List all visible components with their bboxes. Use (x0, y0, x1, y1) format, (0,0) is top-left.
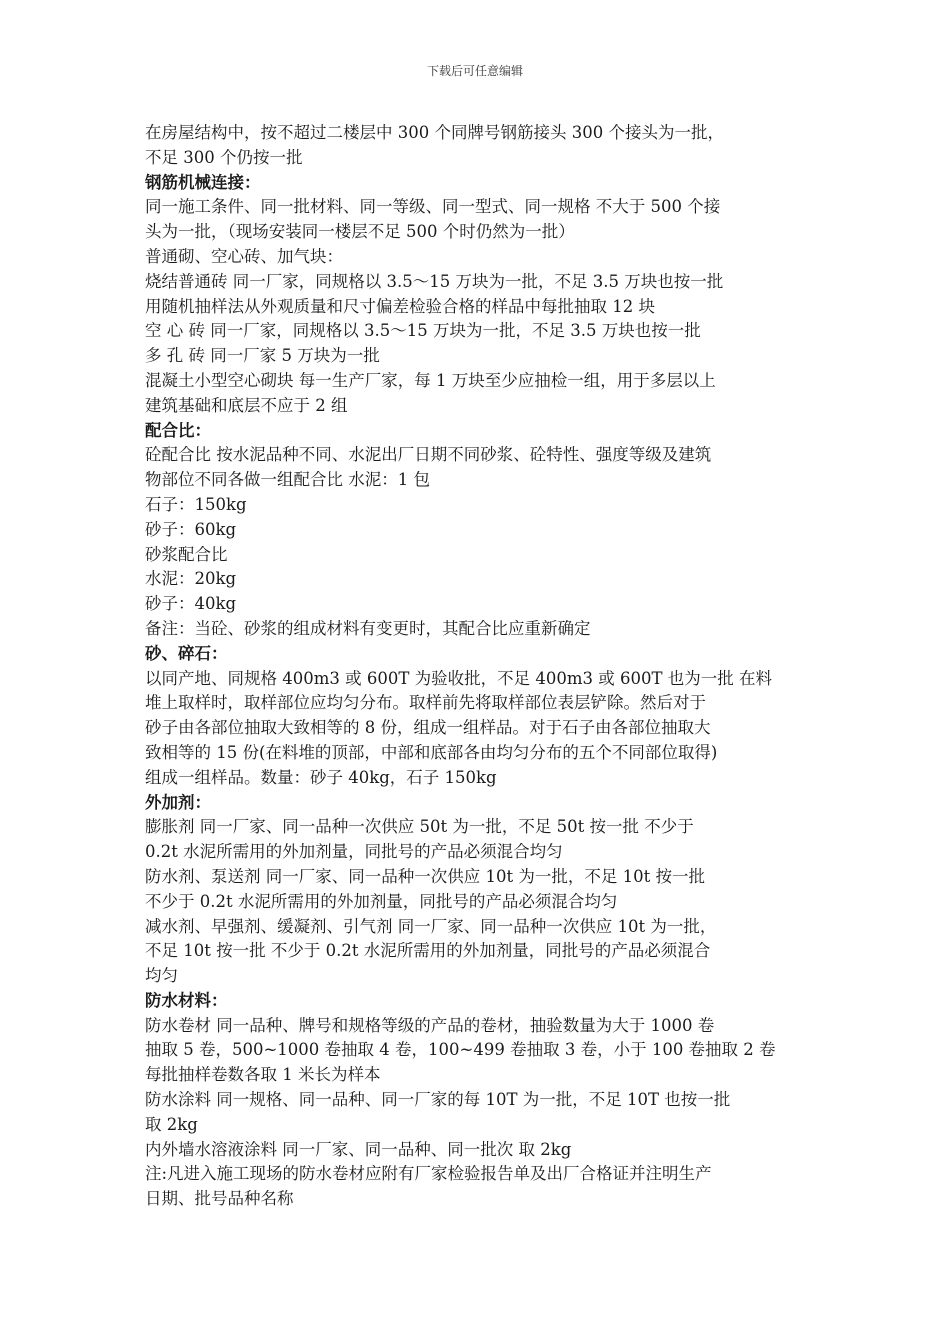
text-line: 防水剂、泵送剂 同一厂家、同一品种一次供应 10t 为一批，不足 10t 按一批 (145, 866, 705, 886)
text-line: 砂浆配合比 (145, 544, 228, 564)
text-line: 水泥：20kg (145, 569, 237, 589)
text-line: 组成一组样品。数量：砂子 40kg，石子 150kg (145, 767, 497, 787)
text-line: 不足 10t 按一批 不少于 0.2t 水泥所需用的外加剂量，同批号的产品必须混合 (145, 941, 711, 961)
text-line: 以同产地、同规格 400m3 或 600T 为验收批，不足 400m3 或 600T 也为一批 在料 (145, 668, 772, 688)
text-line: 不少于 0.2t 水泥所需用的外加剂量，同批号的产品必须混合均匀 (145, 891, 618, 911)
text-line: 取 2kg (145, 1114, 198, 1134)
text-line: 在房屋结构中，按不超过二楼层中 300 个同牌号钢筋接头 300 个接头为一批， (145, 123, 724, 142)
text-line: 同一施工条件、同一批材料、同一等级、同一型式、同一规格 不大于 500 个接 (145, 197, 721, 217)
text-line: 空 心 砖 同一厂家，同规格以 3.5～15 万块为一批，不足 3.5 万块也按一批 (145, 321, 701, 341)
text-line: 烧结普通砖 同一厂家，同规格以 3.5～15 万块为一批，不足 3.5 万块也按一批 (145, 271, 724, 291)
text-line: 用随机抽样法从外观质量和尺寸偏差检验合格的样品中每批抽取 12 块 (145, 296, 655, 316)
text-line: 防水涂料 同一规格、同一品种、同一厂家的每 10T 为一批，不足 10T 也按一批 (145, 1090, 731, 1110)
text-line: 不足 300 个仍按一批 (145, 147, 303, 167)
text-line: 日期、批号品种名称 (145, 1189, 294, 1209)
text-line: 砂子由各部位抽取大致相等的 8 份，组成一组样品。对于石子由各部位抽取大 (145, 718, 711, 738)
page-header: 下载后可任意编辑 (426, 64, 523, 78)
text-line: 石子：150kg (145, 494, 247, 514)
section-heading: 钢筋机械连接： (145, 172, 261, 192)
text-line: 堆上取样时，取样部位应均匀分布。取样前先将取样部位表层铲除。然后对于 (145, 693, 706, 713)
text-line: 均匀 (145, 966, 178, 986)
document-body (145, 121, 810, 1212)
section-heading: 配合比： (145, 420, 211, 440)
text-line: 多 孔 砖 同一厂家 5 万块为一批 (145, 346, 380, 366)
text-line: 内外墙水溶液涂料 同一厂家、同一品种、同一批次 取 2kg (145, 1139, 572, 1159)
text-line: 0.2t 水泥所需用的外加剂量，同批号的产品必须混合均匀 (145, 842, 563, 862)
text-line: 每批抽样卷数各取 1 米长为样本 (145, 1065, 381, 1085)
text-line: 抽取 5 卷，500~1000 卷抽取 4 卷，100~499 卷抽取 3 卷，小于 100 卷抽取 2 卷 (145, 1040, 776, 1060)
text-line: 减水剂、早强剂、缓凝剂、引气剂 同一厂家、同一品种一次供应 10t 为一批， (145, 916, 717, 936)
text-line: 普通砌、空心砖、加气块： (145, 246, 343, 266)
text-line: 膨胀剂 同一厂家、同一品种一次供应 50t 为一批，不足 50t 按一批 不少于 (145, 817, 694, 837)
text-line: 防水卷材 同一品种、牌号和规格等级的产品的卷材，抽验数量为大于 1000 卷 (145, 1015, 715, 1035)
text-line: 物部位不同各做一组配合比 水泥：1 包 (145, 470, 430, 490)
text-line: 备注：当砼、砂浆的组成材料有变更时，其配合比应重新确定 (145, 618, 591, 638)
text-line: 砂子：60kg (145, 519, 237, 539)
text-line: 头为一批，（现场安装同一楼层不足 500 个时仍然为一批） (145, 222, 575, 242)
text-line: 砂子：40kg (145, 594, 237, 614)
section-heading: 砂、碎石： (145, 643, 228, 663)
text-line: 砼配合比 按水泥品种不同、水泥出厂日期不同砂浆、砼特性、强度等级及建筑 (145, 445, 712, 465)
section-heading: 防水材料： (145, 990, 228, 1010)
text-line: 致相等的 15 份(在料堆的顶部，中部和底部各由均匀分布的五个不同部位取得) (145, 742, 718, 762)
text-line: 建筑基础和底层不应于 2 组 (145, 395, 348, 415)
text-line: 混凝土小型空心砌块 每一生产厂家，每 1 万块至少应抽检一组，用于多层以上 (145, 370, 716, 390)
section-heading: 外加剂： (145, 792, 211, 812)
text-line: 注:凡进入施工现场的防水卷材应附有厂家检验报告单及出厂合格证并注明生产 (145, 1164, 712, 1184)
